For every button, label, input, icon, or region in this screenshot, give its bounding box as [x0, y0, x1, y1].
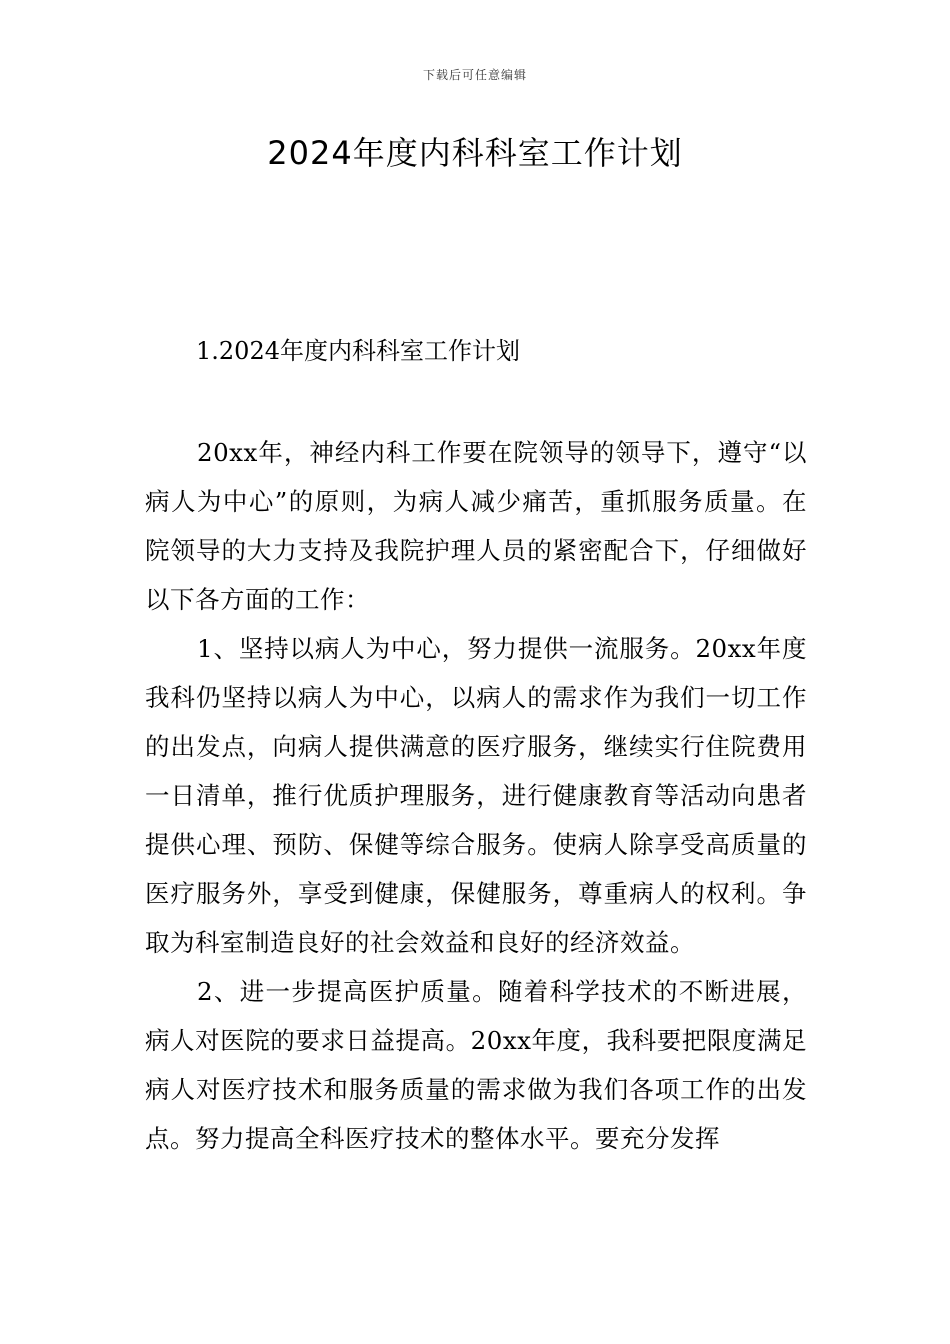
paragraph-item-2: 2、进一步提高医护质量。随着科学技术的不断进展，病人对医院的要求日益提高。20xx年度，我科要把限度满足病人对医疗技术和服务质量的需求做为我们各项工作的出发点。努力提高全科医疗技术的整体水平。要充分发挥	[145, 977, 807, 1153]
section-heading: 1.2024年度内科科室工作计划	[196, 337, 520, 365]
download-note: 下载后可任意编辑	[422, 68, 527, 82]
document-body	[145, 428, 807, 1163]
paragraph-item-1: 1、坚持以病人为中心，努力提供一流服务。20xx年度我科仍坚持以病人为中心，以病人的需求作为我们一切工作的出发点，向病人提供满意的医疗服务，继续实行住院费用一日清单，推行优质护理服务，进行健康教育等活动向患者提供心理、预防、保健等综合服务。使病人除享受高质量的医疗服务外，享受到健康，保健服务，尊重病人的权利。争取为科室制造良好的社会效益和良好的经济效益。	[145, 634, 807, 957]
document-title: 2024年度内科科室工作计划	[267, 134, 683, 172]
paragraph-intro: 20xx年，神经内科工作要在院领导的领导下，遵守“以病人为中心”的原则，为病人减少痛苦，重抓服务质量。在院领导的大力支持及我院护理人员的紧密配合下，仔细做好以下各方面的工作：	[145, 438, 807, 614]
